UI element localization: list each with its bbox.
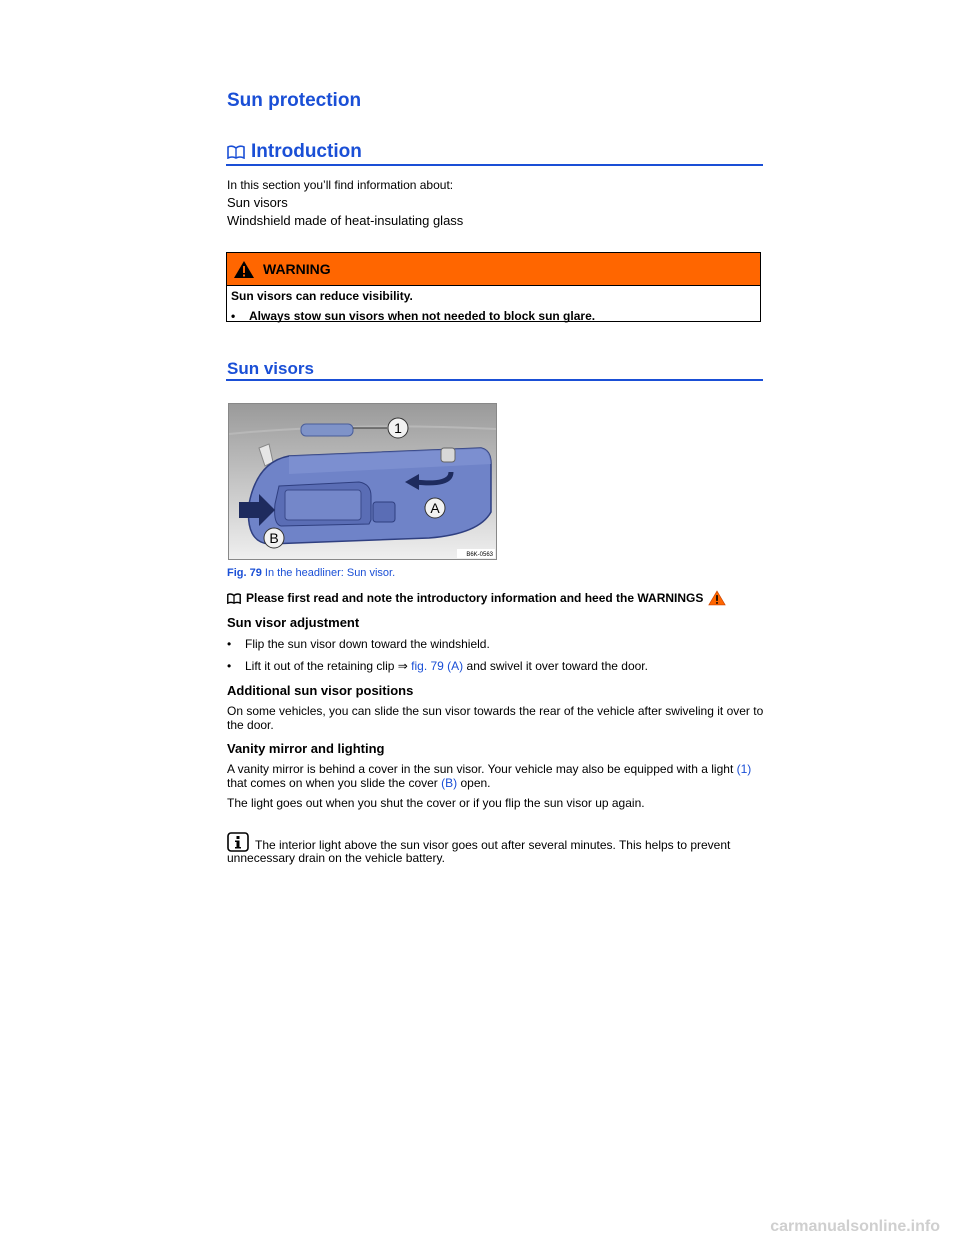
warning-box [226, 252, 761, 322]
book-icon [227, 145, 245, 159]
sun-visor-illustration [229, 404, 496, 559]
page-title: Sun protection [227, 90, 362, 111]
watermark: carmanualsonline.info [770, 1218, 940, 1235]
figure-code: B6K-0563 [466, 552, 493, 558]
warning-bullet-text: Always stow sun visors when not needed to block sun glare. [249, 309, 596, 323]
vanity-p1-a: A vanity mirror is behind a cover in the sun visor. Your vehicle may also be equipped with a light [227, 762, 734, 776]
note-line-1 [227, 832, 730, 852]
bullet-dot: • [231, 309, 236, 323]
info-icon [227, 832, 249, 852]
callout-A: A [430, 500, 440, 516]
intro-lead: In this section you’ll find information about: [227, 178, 454, 192]
warning-title: WARNING [263, 261, 331, 277]
adjust-bullet-2-text [245, 659, 648, 673]
adjust-bullet-2-post: and swivel it over toward the door. [466, 659, 648, 673]
warning-header [227, 253, 760, 285]
read-note-text: Please first read and note the introductory information and heed the WARNINGS [246, 591, 704, 605]
read-note [227, 590, 726, 606]
bullet-dot: • [227, 637, 232, 651]
fig-79-a-link[interactable]: fig. 79 (A) [411, 659, 464, 673]
adjust-bullet-2 [227, 659, 747, 673]
adjust-bullet-1 [227, 637, 747, 651]
callout-B-link[interactable]: (B) [441, 776, 458, 790]
callout-1: 1 [394, 420, 402, 436]
vanity-heading: Vanity mirror and lighting [227, 741, 385, 756]
vanity-paragraph-2: The light goes out when you shut the cover or if you flip the sun visor up again. [227, 796, 645, 810]
sun-visors-rule [226, 379, 763, 381]
vanity-p1-b: that comes on when you slide the cover [227, 776, 438, 790]
sun-visor-figure [228, 403, 497, 560]
warning-triangle-icon [708, 590, 726, 606]
intro-heading-text: Introduction [251, 141, 362, 162]
vanity-paragraph-1-line-1 [227, 762, 751, 776]
adjust-bullet-2-pre: Lift it out of the retaining clip ⇒ [245, 659, 408, 673]
callout-1-link[interactable]: (1) [736, 762, 752, 776]
callout-B: B [269, 530, 279, 546]
intro-rule [226, 164, 763, 166]
bullet-dot: • [227, 659, 232, 673]
warning-line: Sun visors can reduce visibility. [231, 289, 413, 303]
positions-text-line-1: On some vehicles, you can slide the sun visor towards the rear of the vehicle after swiveling it over to [227, 704, 764, 718]
warning-bullet [227, 309, 760, 323]
figure-caption-number: Fig. 79 [227, 567, 262, 579]
intro-topic-windshield: Windshield made of heat-insulating glass [227, 213, 464, 228]
vanity-p1-c: open. [460, 776, 491, 790]
intro-heading [227, 141, 362, 163]
intro-topic-sun-visors: Sun visors [227, 195, 288, 210]
warning-divider [227, 285, 760, 286]
vanity-paragraph-1-line-2 [227, 776, 491, 790]
warning-triangle-icon [233, 260, 255, 279]
positions-text-line-2: the door. [227, 718, 274, 732]
positions-heading: Additional sun visor positions [227, 683, 414, 698]
book-icon [227, 593, 241, 604]
figure-caption-text: In the headliner: Sun visor. [264, 567, 396, 579]
sun-visors-heading: Sun visors [227, 359, 314, 378]
figure-caption [227, 567, 395, 579]
adjust-bullet-1-text: Flip the sun visor down toward the windshield. [245, 637, 490, 651]
note-text-line-1: The interior light above the sun visor goes out after several minutes. This helps to prevent [255, 838, 731, 852]
note-line-2: unnecessary drain on the vehicle battery. [227, 851, 445, 865]
adjust-heading: Sun visor adjustment [227, 615, 360, 630]
